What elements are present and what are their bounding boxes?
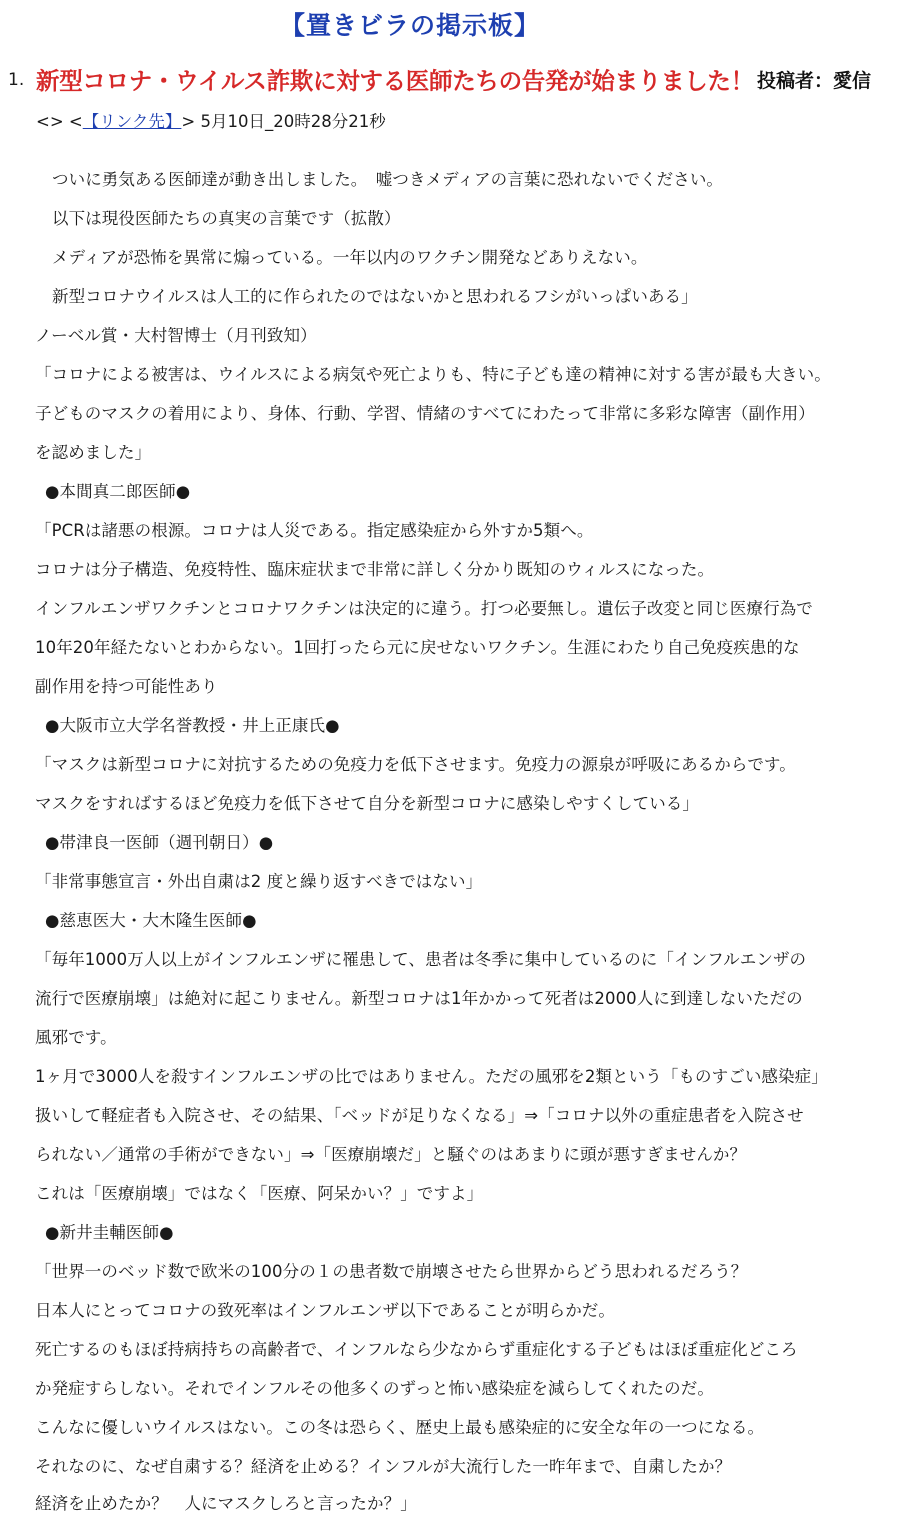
body-line: 「PCRは諸悪の根源。コロナは人災である。指定感染症から外すか5類へ。 — [35, 521, 594, 540]
body-line: 1ヶ月で3000人を殺すインフルエンザの比ではありません。ただの風邪を2類という「ものすごい感染症」 — [35, 1067, 828, 1086]
list-item-number: 1. — [8, 70, 25, 90]
page-title: 【置きビラの掲示板】 — [279, 11, 540, 40]
body-line: それなのに、なぜ自粛する？経済を止める？インフルが大流行した一昨年まで、自粛したか？ — [35, 1457, 732, 1476]
post-meta — [36, 108, 386, 132]
post-headline: 新型コロナ・ウイルス詐欺に対する医師たちの告発が始まりました！ — [36, 67, 754, 95]
body-line: メディアが恐怖を異常に煽っている。一年以内のワクチン開発などありえない。 — [52, 248, 648, 267]
body-line: ついに勇気ある医師達が動き出しました。 嘘つきメディアの言葉に恐れないでください。 — [52, 170, 724, 189]
doctor-heading: ●慈恵医大・大木隆生医師● — [45, 911, 257, 930]
body-line: 「マスクは新型コロナに対抗するための免疫力を低下させます。免疫力の源泉が呼吸にあるからです。 — [35, 755, 796, 774]
body-line: 「非常事態宣言・外出自粛は2 度と繰り返すべきではない」 — [35, 872, 483, 891]
doctor-heading: ●大阪市立大学名誉教授・井上正康氏● — [45, 716, 340, 735]
body-line: マスクをすればするほど免疫力を低下させて自分を新型コロナに感染しやすくしている」 — [35, 794, 699, 813]
doctor-heading: ●帯津良一医師（週刊朝日）● — [45, 833, 274, 852]
body-line: インフルエンザワクチンとコロナワクチンは決定的に違う。打つ必要無し。遺伝子改変と同じ医療行為で — [35, 599, 813, 618]
body-line: こんなに優しいウイルスはない。この冬は恐らく、歴史上最も感染症的に安全な年の一つになる。 — [35, 1418, 765, 1437]
body-line: 経済を止めたか？ 人にマスクしろと言ったか？」 — [35, 1494, 417, 1513]
body-line: 「コロナによる被害は、ウイルスによる病気や死亡よりも、特に子ども達の精神に対する害が最も大きい。 — [35, 365, 831, 384]
body-line: 風邪です。 — [35, 1028, 117, 1047]
body-line: 副作用を持つ可能性あり — [35, 677, 218, 696]
post-timestamp: > 5月10日_20時28分21秒 — [181, 112, 386, 131]
body-line: コロナは分子構造、免疫特性、臨床症状まで非常に詳しく分かり既知のウィルスになった。 — [35, 560, 715, 579]
body-line: 流行で医療崩壊」は絶対に起こりません。新型コロナは1年かかって死者は2000人に到達しないただの — [35, 989, 803, 1008]
post-author: 投稿者：愛信 — [757, 70, 872, 92]
doctor-heading: ●本間真二郎医師● — [45, 482, 191, 501]
doctor-heading: ●新井圭輔医師● — [45, 1223, 174, 1242]
body-line: 子どものマスクの着用により、身体、行動、学習、情緒のすべてにわたって非常に多彩な障害（副作用） — [35, 404, 815, 423]
body-line: 10年20年経たないとわからない。1回打ったら元に戻せないワクチン。生涯にわたり自己免疫疾患的な — [35, 638, 800, 657]
body-line: ノーベル賞・大村智博士（月刊致知） — [35, 326, 317, 345]
body-line: 「世界一のベッド数で欧米の100分の１の患者数で崩壊させたら世界からどう思われるだろう？ — [35, 1262, 748, 1281]
body-line: これは「医療崩壊」ではなく「医療、阿呆かい？」ですよ」 — [35, 1184, 484, 1203]
body-line: か発症すらしない。それでインフルその他多くのずっと怖い感染症を減らしてくれたのだ。 — [35, 1379, 714, 1398]
body-line: を認めました」 — [35, 443, 152, 462]
body-line: 「毎年1000万人以上がインフルエンザに罹患して、患者は冬季に集中しているのに「インフルエンザの — [35, 950, 807, 969]
body-line: 日本人にとってコロナの致死率はインフルエンザ以下であることが明らかだ。 — [35, 1301, 616, 1320]
source-link[interactable]: 【リンク先】 — [82, 112, 182, 131]
body-line: 以下は現役医師たちの真実の言葉です（拡散） — [52, 209, 401, 228]
body-line: 死亡するのもほぼ持病持ちの高齢者で、インフルなら少なからず重症化する子どもはほぼ重症化どころ — [35, 1340, 798, 1359]
body-line: 新型コロナウイルスは人工的に作られたのではないかと思われるフシがいっぱいある」 — [52, 287, 698, 306]
body-line: 扱いして軽症者も入院させ、その結果、「ベッドが足りなくなる」⇒「コロナ以外の重症患者を入院させ — [35, 1106, 804, 1125]
body-line: られない／通常の手術ができない」⇒「医療崩壊だ」と騒ぐのはあまりに頭が悪すぎませんか？ — [35, 1145, 747, 1164]
meta-prefix: <> < — [36, 112, 83, 131]
